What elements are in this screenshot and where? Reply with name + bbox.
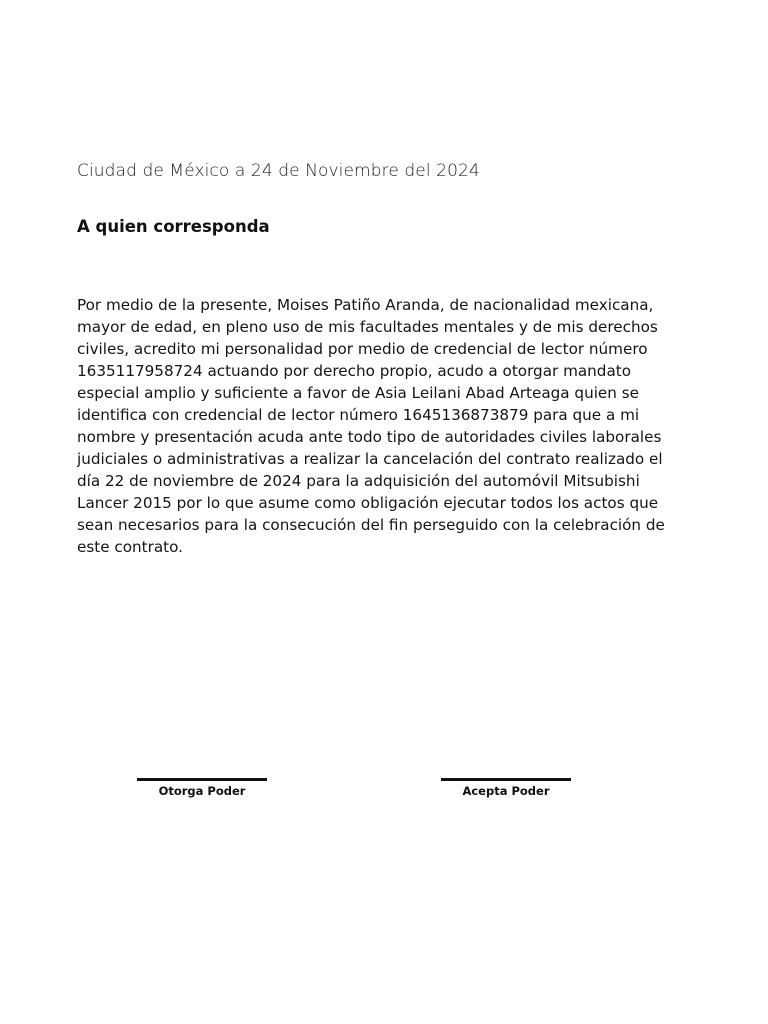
signature-label-grantor: Otorga Poder: [158, 784, 246, 798]
signature-block-grantee: [441, 778, 571, 798]
body-paragraph: Por medio de la presente, Moises Patiño Aranda, de nacionalidad mexicana, mayor de edad, en pleno uso de mis facultades mentales y de mis derechos civiles, acredito mi personalidad por medio de credencial de lector número 1635117958724 actuando por derecho propio, acudo a otorgar mandato especial amplio y suficiente a favor de Asia Leilani Abad Arteaga quien se identifica con credencial de lector número 1645136873879 para que a mi nombre y presentación acuda ante todo tipo de autoridades civiles laborales judiciales o administrativas a realizar la cancelación del contrato realizado el día 22 de noviembre de 2024 para la adquisición del automóvil Mitsubishi Lancer 2015 por lo que asume como obligación ejecutar todos los actos que sean necesarios para la consecución del fin perseguido con la celebración de este contrato.: [77, 296, 665, 556]
signature-block-grantor: [137, 778, 267, 798]
signature-line: [137, 778, 267, 781]
signature-label-grantee: Acepta Poder: [462, 784, 550, 798]
signature-line: [441, 778, 571, 781]
date-line: Ciudad de México a 24 de Noviembre del 2024: [77, 161, 480, 181]
salutation: A quien corresponda: [77, 217, 270, 236]
